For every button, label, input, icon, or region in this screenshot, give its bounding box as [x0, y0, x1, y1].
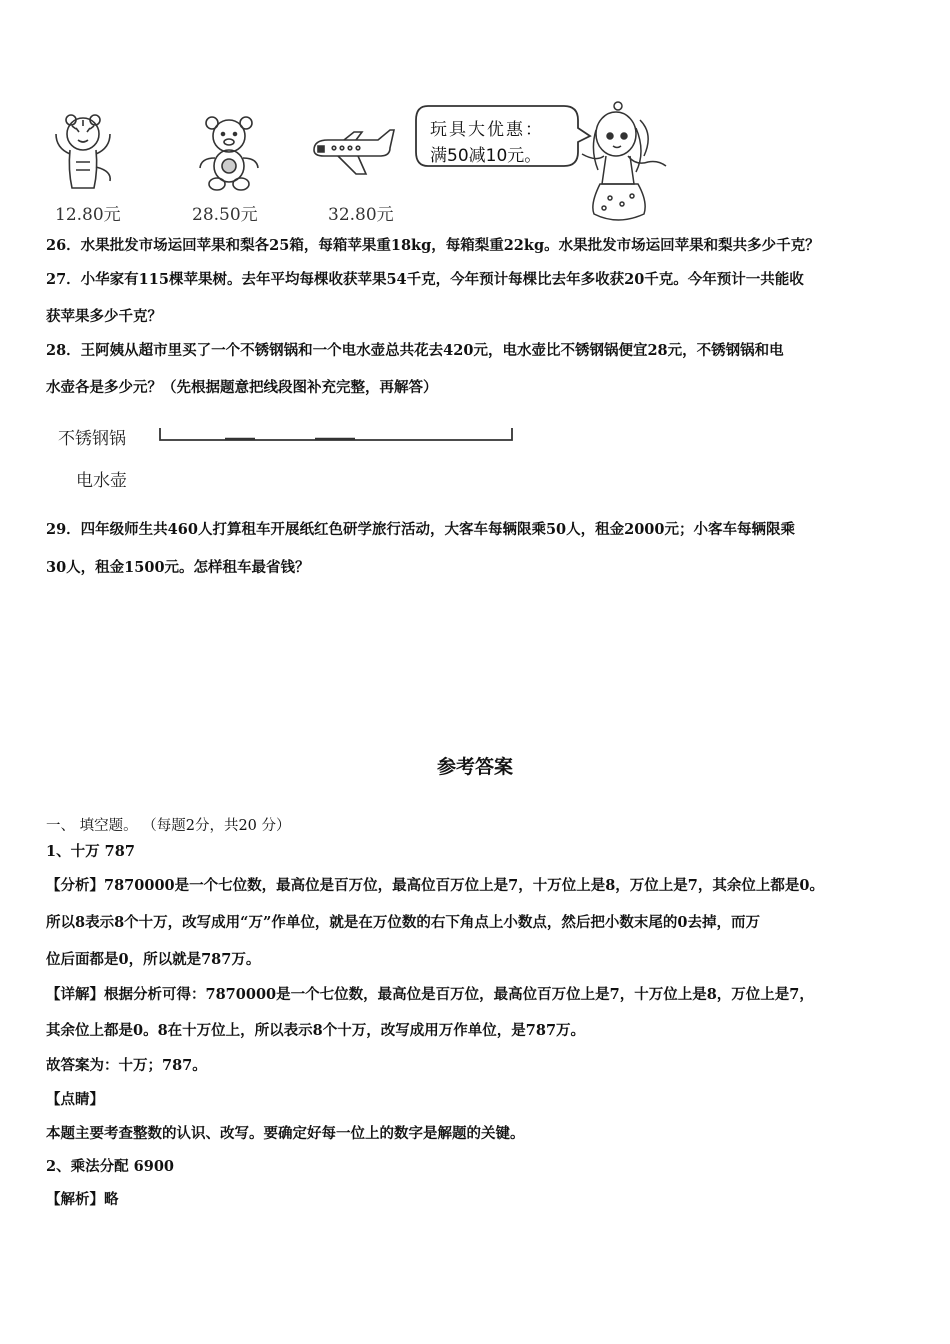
answer-1-detail-line-2: 其余位上都是0。8在十万位上，所以表示8个十万，改写成用万作单位，是787万。: [46, 1022, 586, 1039]
answer-2-analysis: 【解析】略: [46, 1191, 119, 1208]
speech-line-1: 玩具大优惠：: [430, 120, 544, 140]
bear-price: 28.50元: [192, 205, 258, 225]
girl-image: [570, 100, 676, 226]
question-29-line-1: 29．四年级师生共460人打算租车开展纸红色研学旅行活动，大客车每辆限乘50人，租金2000元；小客车每辆限乘: [46, 521, 795, 538]
answer-1-analysis-line-1: 【分析】7870000是一个七位数，最高位是百万位，最高位百万位上是7，十万位上是8，万位上是7，其余位上都是0。: [46, 877, 824, 894]
question-27-line-1: 27．小华家有115棵苹果树。去年平均每棵收获苹果54千克，今年预计每棵比去年多收获20千克。今年预计一共能收: [46, 271, 804, 288]
tiger-price: 12.80元: [55, 205, 121, 225]
question-28-line-1: 28．王阿姨从超市里买了一个不锈钢锅和一个电水壶总共花去420元，电水壶比不锈钢锅便宜28元，不锈钢锅和电: [46, 342, 784, 359]
airplane-toy-image: [308, 128, 398, 180]
answers-title: 参考答案: [436, 756, 513, 778]
bear-toy-image: [192, 114, 266, 192]
tiger-toy-image: [50, 112, 120, 194]
answer-1-tip: 本题主要考查整数的认识、改写。要确定好每一位上的数字是解题的关键。: [46, 1125, 525, 1142]
answer-1: 1、十万 787: [46, 843, 135, 860]
answer-1-tip-heading: 【点睛】: [46, 1091, 104, 1108]
segment-line-pot: [155, 420, 525, 446]
answer-2: 2、乘法分配 6900: [46, 1158, 174, 1175]
speech-line-2: 满50减10元。: [430, 146, 542, 166]
question-28-line-2: 水壶各是多少元？（先根据题意把线段图补充完整，再解答）: [46, 379, 438, 396]
answer-1-final: 故答案为：十万；787。: [46, 1057, 207, 1074]
answer-1-detail-line-1: 【详解】根据分析可得：7870000是一个七位数，最高位是百万位，最高位百万位上是7，十万位上是8，万位上是7，: [46, 986, 814, 1003]
answer-1-analysis-line-3: 位后面都是0，所以就是787万。: [46, 951, 261, 968]
diagram-label-pot: 不锈钢锅: [58, 429, 126, 449]
question-26: 26．水果批发市场运回苹果和梨各25箱，每箱苹果重18kg，每箱梨重22kg。水果批发市场运回苹果和梨共多少千克？: [46, 237, 820, 254]
answer-1-analysis-line-2: 所以8表示8个十万，改写成用“万”作单位，就是在万位数的右下角点上小数点，然后把小数末尾的0去掉，而万: [46, 914, 760, 931]
diagram-label-kettle: 电水壶: [76, 471, 127, 491]
airplane-price: 32.80元: [328, 205, 394, 225]
section-1-heading: 一、 填空题。 （每题2分，共20 分）: [46, 818, 291, 834]
question-29-line-2: 30人，租金1500元。怎样租车最省钱？: [46, 559, 310, 576]
question-27-line-2: 获苹果多少千克？: [46, 308, 162, 325]
